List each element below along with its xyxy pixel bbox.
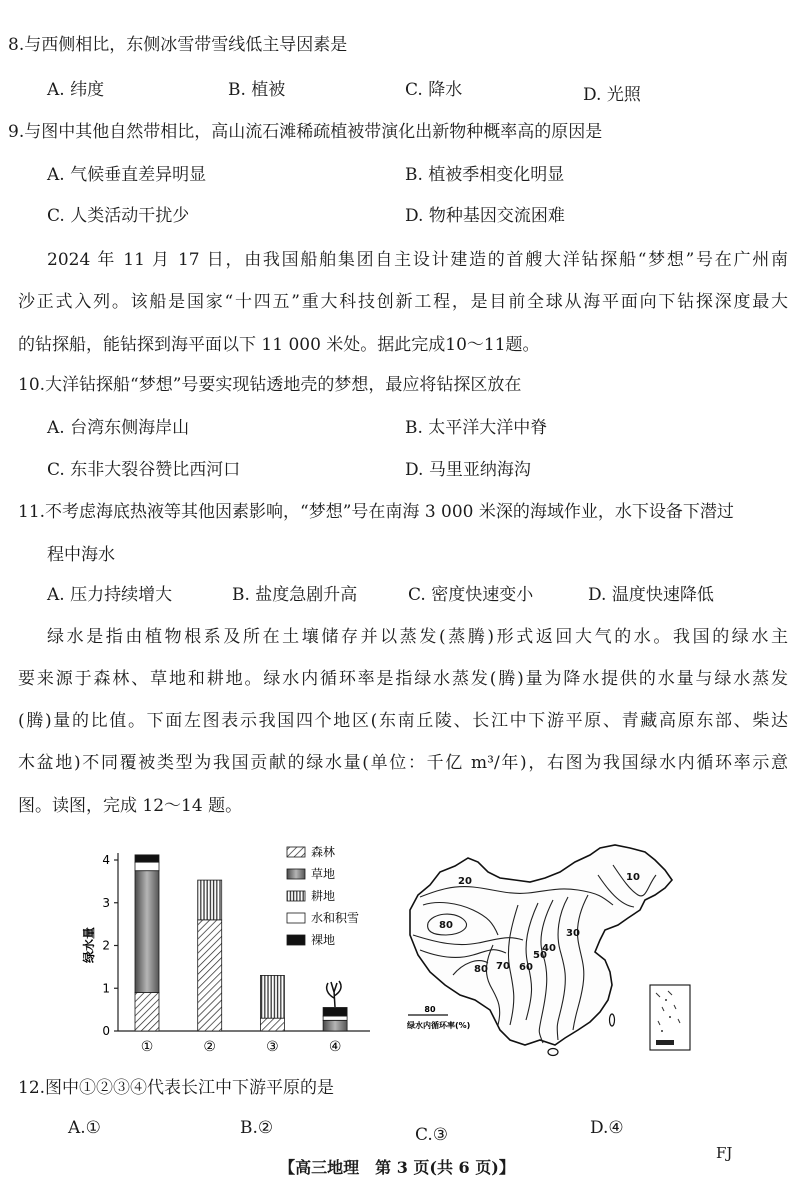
contour-label: 80 <box>439 920 453 931</box>
q8-option-b: B. 植被 <box>228 80 286 100</box>
q8-option-a: A. 纬度 <box>47 80 105 100</box>
x-tick-labels <box>141 1039 342 1055</box>
green-water-bar-chart <box>75 835 375 1060</box>
y-tick-label: 4 <box>102 853 110 867</box>
passage-line: 绿水是指由植物根系及所在土壤储存并以蒸发(蒸腾)形式返回大气的水。我国的绿水主 <box>47 627 788 647</box>
contour-label: 60 <box>519 962 533 973</box>
passage-line: 沙正式入列。该船是国家“十四五”重大科技创新工程，是目前全球从海平面向下钻探深度最大 <box>18 292 788 312</box>
y-tick-label: 1 <box>102 981 110 996</box>
hainan-island <box>548 1049 558 1056</box>
page-footer: 【高三地理 第 3 页(共 6 页)】 <box>279 1158 515 1177</box>
legend-label: 森林 <box>311 845 336 859</box>
q9-option-a: A. 气候垂直差异明显 <box>47 165 207 185</box>
x-tick-label: ④ <box>328 1039 342 1055</box>
q11-option-b: B. 盐度急剧升高 <box>232 585 358 605</box>
green-water-circulation-map <box>398 835 698 1060</box>
bar-4-segment-2 <box>323 1020 347 1031</box>
legend-label: 耕地 <box>311 889 336 903</box>
contour-label: 50 <box>533 950 547 961</box>
y-tick-label: 2 <box>102 938 110 953</box>
q10-option-b: B. 太平洋大洋中脊 <box>405 418 548 438</box>
bar-3-segment-1 <box>260 1018 284 1031</box>
passage-line: 的钻探船，能钻探到海平面以下 11 000 米处。据此完成10～11题。 <box>18 335 540 355</box>
bar-1-segment-5 <box>135 855 159 862</box>
q12-option-a: A.① <box>68 1118 101 1138</box>
paper-code: FJ <box>716 1144 733 1162</box>
q10-option-c: C. 东非大裂谷赞比西河口 <box>47 460 241 480</box>
legend-label: 草地 <box>311 867 336 881</box>
q11-option-d: D. 温度快速降低 <box>588 585 714 605</box>
y-tick-label: 3 <box>102 895 110 910</box>
q9-option-d: D. 物种基因交流困难 <box>405 206 565 226</box>
q12-option-c: C.③ <box>415 1125 449 1145</box>
contour-label: 80 <box>474 964 488 975</box>
q11-option-a: A. 压力持续增大 <box>47 585 173 605</box>
passage-line: 图。读图，完成 12～14 题。 <box>18 796 243 816</box>
y-axis-label: 绿水量 <box>82 926 96 964</box>
contour-label: 40 <box>542 943 556 954</box>
q8-stem: 8.与西侧相比，东侧冰雪带雪线低主导因素是 <box>8 35 348 55</box>
legend <box>287 844 359 947</box>
q12-stem: 12.图中①②③④代表长江中下游平原的是 <box>18 1078 335 1098</box>
q10-option-a: A. 台湾东侧海岸山 <box>47 418 190 438</box>
legend-swatch <box>287 847 305 857</box>
contour-label: 10 <box>626 872 640 883</box>
q11-option-c: C. 密度快速变小 <box>408 585 534 605</box>
legend-swatch <box>287 869 305 879</box>
y-ticks <box>102 853 118 1038</box>
map-legend-label: 绿水内循环率(%) <box>407 1021 471 1030</box>
y-tick-label: 0 <box>102 1024 110 1038</box>
bar-4-segment-5 <box>323 1007 347 1016</box>
legend-swatch <box>287 935 305 945</box>
passage-line: (腾)量的比值。下面左图表示我国四个地区(东南丘陵、长江中下游平原、青藏高原东部、柴达 <box>18 711 788 731</box>
q8-option-d: D. 光照 <box>583 85 641 105</box>
bar-1-segment-4 <box>135 862 159 871</box>
q12-option-d: D.④ <box>590 1118 624 1138</box>
x-tick-label: ② <box>203 1039 216 1055</box>
legend-swatch <box>287 891 305 901</box>
q9-stem: 9.与图中其他自然带相比，高山流石滩稀疏植被带演化出新物种概率高的原因是 <box>8 122 603 142</box>
taiwan-island <box>610 1014 615 1026</box>
map-legend-value: 80 <box>424 1005 436 1014</box>
bar-1-segment-1 <box>135 993 159 1031</box>
map-legend <box>407 1005 470 1030</box>
contour-label: 30 <box>566 928 580 939</box>
q10-option-d: D. 马里亚纳海沟 <box>405 460 531 480</box>
q9-option-b: B. 植被季相变化明显 <box>405 165 565 185</box>
bar-4-segment-4 <box>323 1016 347 1020</box>
legend-swatch <box>287 913 305 923</box>
passage-line: 木盆地)不同覆被类型为我国贡献的绿水量(单位：千亿 m³/年)，右图为我国绿水内循环率示意 <box>18 753 788 773</box>
plant-sketch <box>327 981 341 1007</box>
passage-line: 2024 年 11 月 17 日，由我国船舶集团自主设计建造的首艘大洋钻探船“梦想”号在广州南 <box>47 250 788 270</box>
q12-option-b: B.② <box>240 1118 274 1138</box>
bar-2-segment-1 <box>198 920 222 1031</box>
q11-stem-line-2: 程中海水 <box>47 545 115 565</box>
x-tick-label: ③ <box>266 1039 279 1055</box>
bar-2-segment-3 <box>198 880 222 920</box>
bar-1-segment-2 <box>135 871 159 993</box>
x-tick-label: ① <box>140 1039 154 1055</box>
contour-label: 20 <box>458 876 472 887</box>
passage-line: 要来源于森林、草地和耕地。绿水内循环率是指绿水蒸发(腾)量为降水提供的水量与绿水蒸发 <box>18 669 788 689</box>
q9-option-c: C. 人类活动干扰少 <box>47 206 190 226</box>
q8-option-c: C. 降水 <box>405 80 463 100</box>
legend-label: 裸地 <box>311 933 336 947</box>
south-china-sea-inset <box>650 985 690 1050</box>
contour-label: 70 <box>496 961 510 972</box>
bar-3-segment-3 <box>260 975 284 1018</box>
q11-stem-line-1: 11.不考虑海底热液等其他因素影响，“梦想”号在南海 3 000 米深的海域作业，水下设备下潜过 <box>18 502 734 522</box>
legend-label: 水和积雪 <box>311 911 360 925</box>
q10-stem: 10.大洋钻探船“梦想”号要实现钻透地壳的梦想，最应将钻探区放在 <box>18 375 522 395</box>
